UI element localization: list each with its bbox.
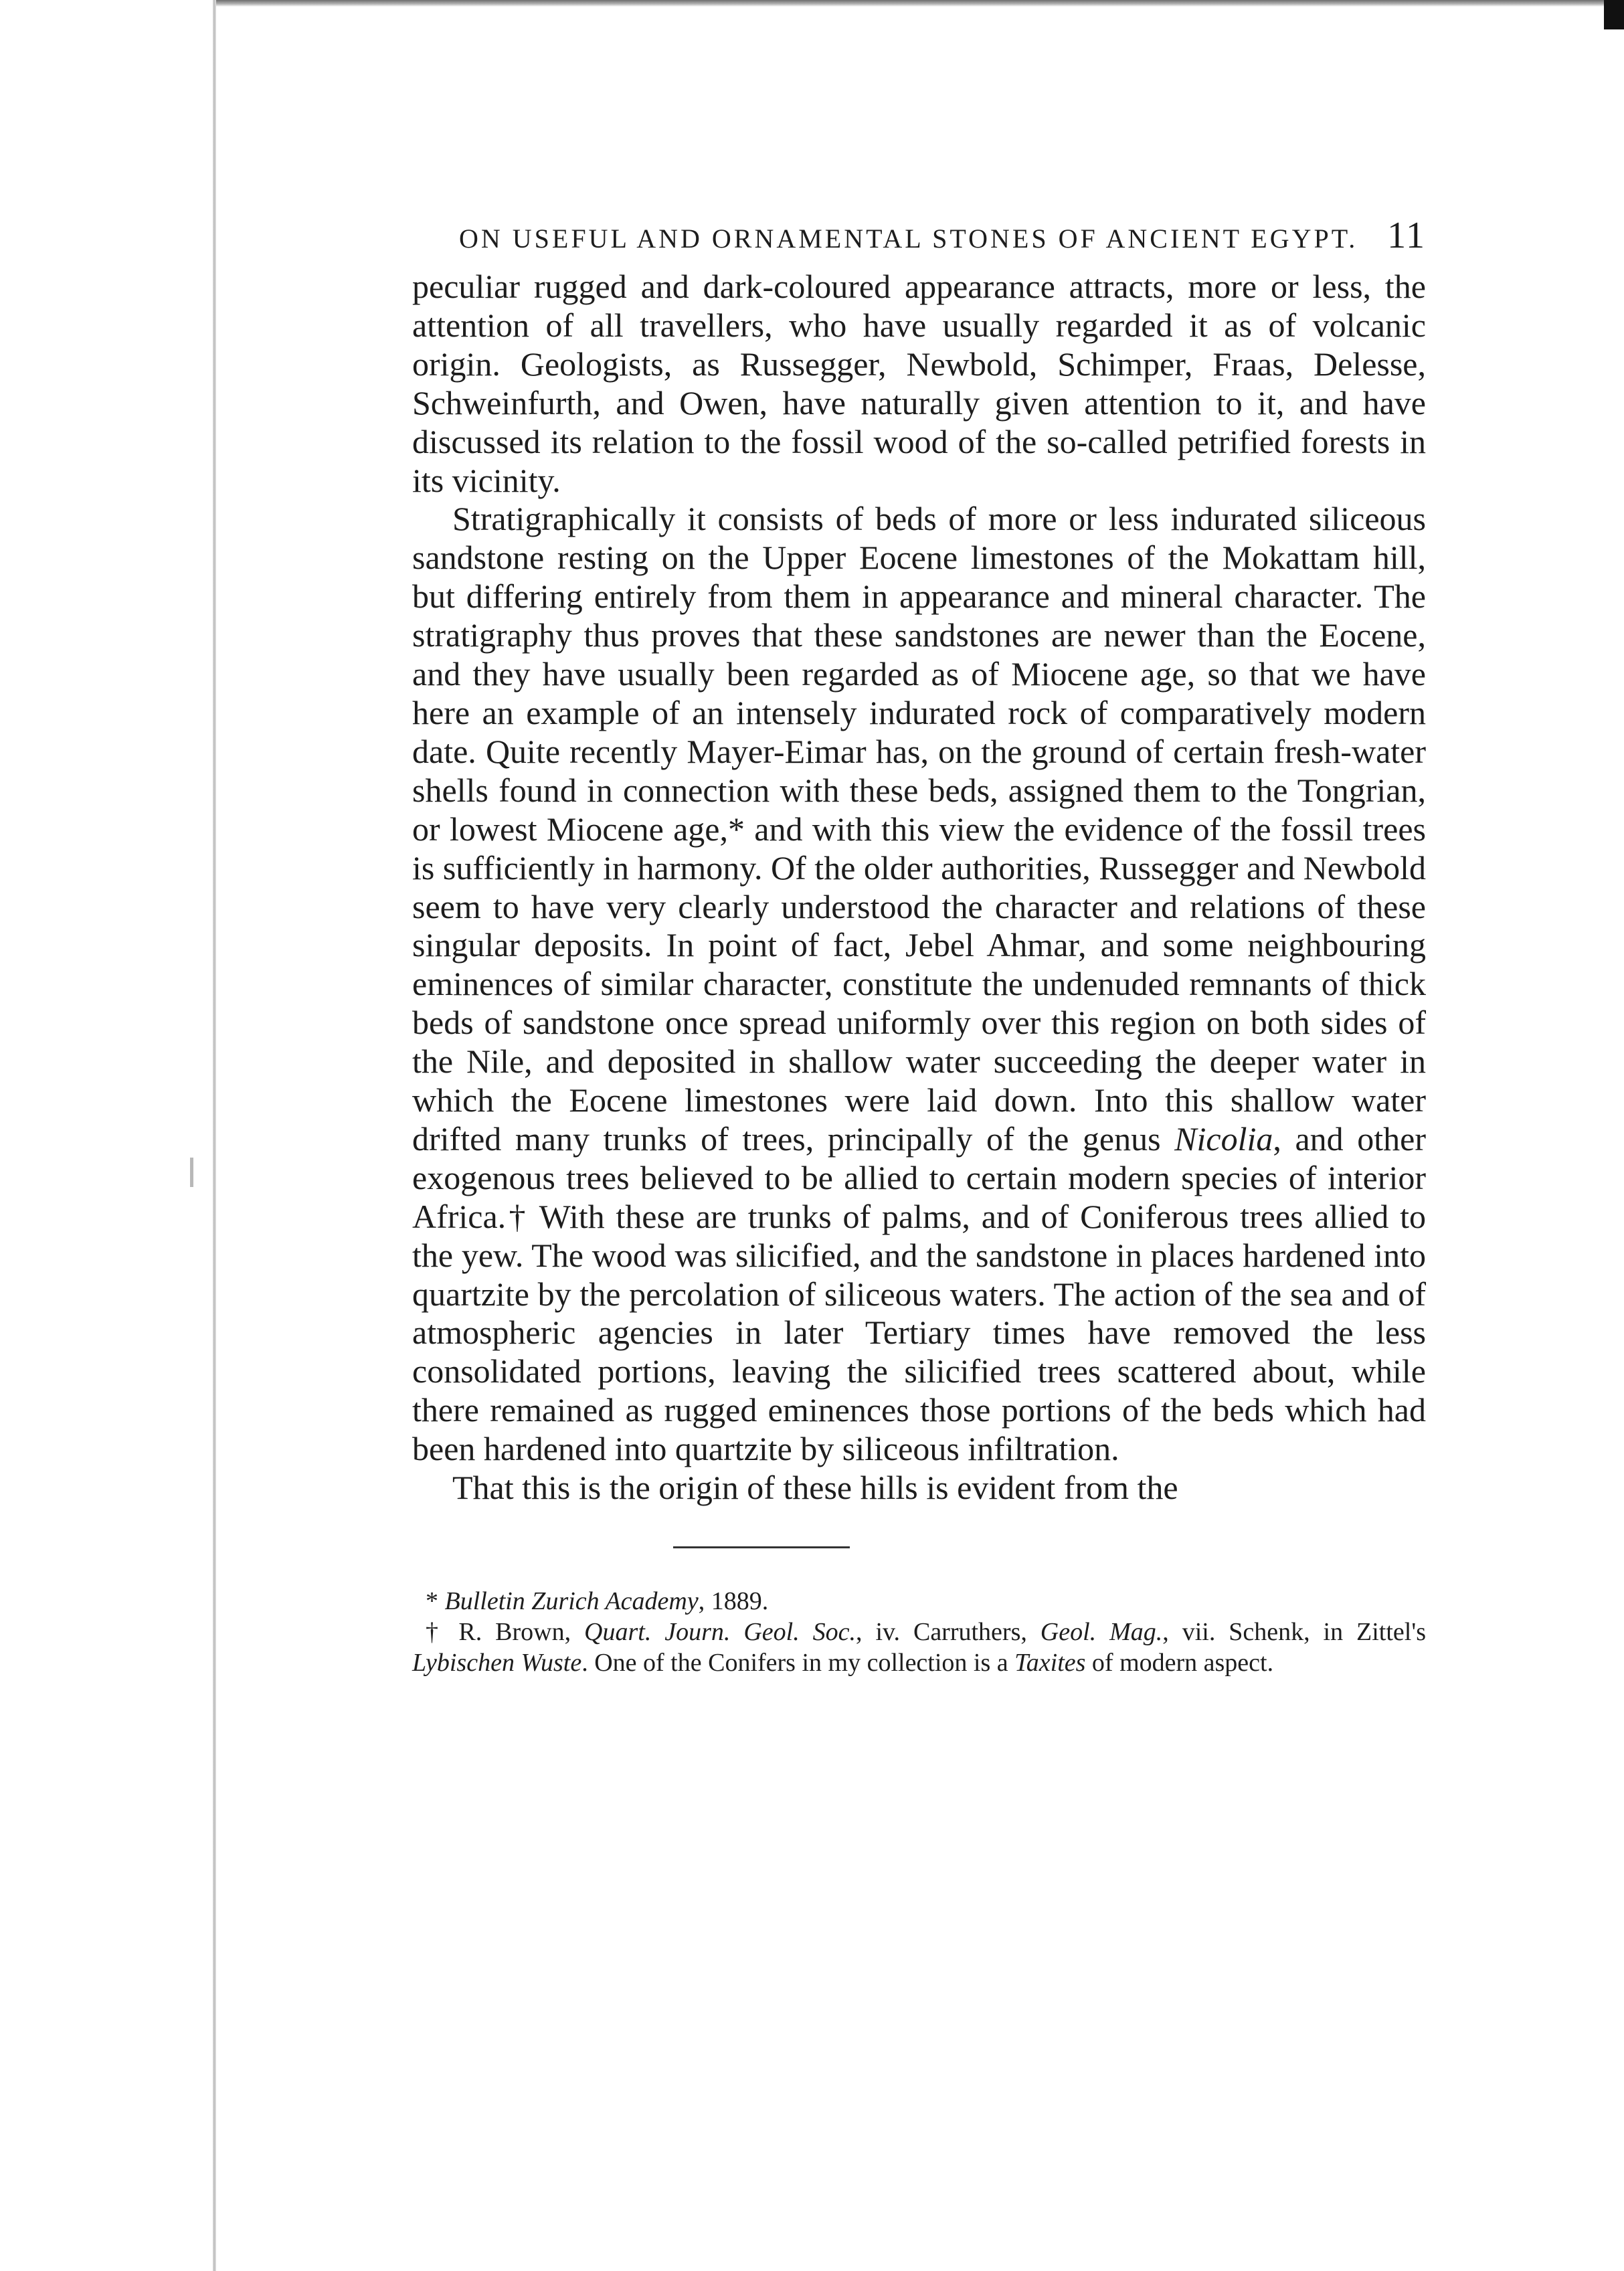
page-gutter-shadow [213,0,216,2271]
footnote-marker: * [426,1587,445,1615]
citation-title: Quart. Journ. Geol. Soc. [584,1618,856,1646]
paragraph-text: , and other exogenous trees believed to be allied to certain modern species of interior Africa.† With these are trunks of palms, and of Coniferous trees allied to the yew. The wood was silicified, and the sandstone in places hardened into quartzite by the percolation of siliceous waters. The action of the sea and of atmospheric agencies in later Tertiary times have removed the less consolidated portions, leaving the silicified trees scattered about, while there remained as rugged eminences those portions of the beds which had been hardened into quartzite by siliceous infiltration. [412,1119,1426,1468]
book-page [412,214,1426,1678]
footnote-text: , 1889. [698,1587,769,1615]
citation-title: Lybischen Wuste [412,1649,582,1677]
footnote-1 [412,1586,1426,1617]
page-number: 11 [1387,215,1426,256]
citation-title: Bulletin Zurich Academy [444,1587,699,1615]
body-text [412,268,1426,1508]
footnote-text: of modern aspect. [1085,1649,1274,1677]
footnote-text: † R. Brown, [426,1618,585,1646]
paragraph-text: peculiar rugged and dark-coloured appearance attracts, more or less, the attention of all travellers, who have usually regarded it as of volcanic origin. Geologists, as Russegger, Newbold, Schimper, Fraas, Delesse, Schweinfurth, and Owen, have naturally given attention to it, and have discussed its relation to the fossil wood of the so-called petrified forests in its vicinity. [412,268,1426,499]
paragraph-3 [412,1469,1426,1508]
paragraph-1 [412,268,1426,500]
paragraph-2 [412,500,1426,1469]
citation-title: Geol. Mag. [1040,1618,1163,1646]
paragraph-text: Stratigraphically it consists of beds of more or less indurated siliceous sandstone resting on the Upper Eocene limestones of the Mokattam hill, but differing entirely from them in appearance and mineral character. The stratigraphy thus proves that these sandstones are newer than the Eocene, and they have usually been regarded as of Miocene age, so that we have here an example of an intensely indurated rock of comparatively modern date. Quite recently Mayer-Eimar has, on the ground of certain fresh-water shells found in connection with these beds, assigned them to the Tongrian, or lowest Miocene age,* and with this view the evidence of the fossil trees is sufficiently in harmony. Of the older authorities, Russegger and Newbold seem to have very clearly understood the character and relations of these singular deposits. In point of fact, Jebel Ahmar, and some neighbouring eminences of similar character, constitute the undenuded remnants of thick beds of sandstone once spread uniformly over this region on both sides of the Nile, and deposited in shallow water succeeding the deeper water in which the Eocene limestones were laid down. Into this shallow water drifted many trunks of trees, principally of the genus [412,500,1426,1158]
genus-name: Nicolia [1174,1119,1273,1158]
footnote-2 [412,1617,1426,1678]
running-title: ON USEFUL AND ORNAMENTAL STONES OF ANCIENT EGYPT. [459,223,1358,254]
footnotes [412,1586,1426,1678]
paragraph-text: That this is the origin of these hills is evident from the [452,1469,1178,1507]
footnote-text: , vii. Schenk, in Zittel's [1162,1618,1426,1646]
page-top-edge-shadow [216,0,1624,7]
scan-corner-mark [1604,0,1624,29]
footnote-rule [673,1546,850,1548]
running-head [412,214,1426,268]
footnote-text: , iv. Carruthers, [856,1618,1041,1646]
footnote-text: . One of the Conifers in my collection is a [581,1649,1015,1677]
genus-name: Taxites [1014,1649,1086,1677]
scan-speck [190,1158,193,1187]
